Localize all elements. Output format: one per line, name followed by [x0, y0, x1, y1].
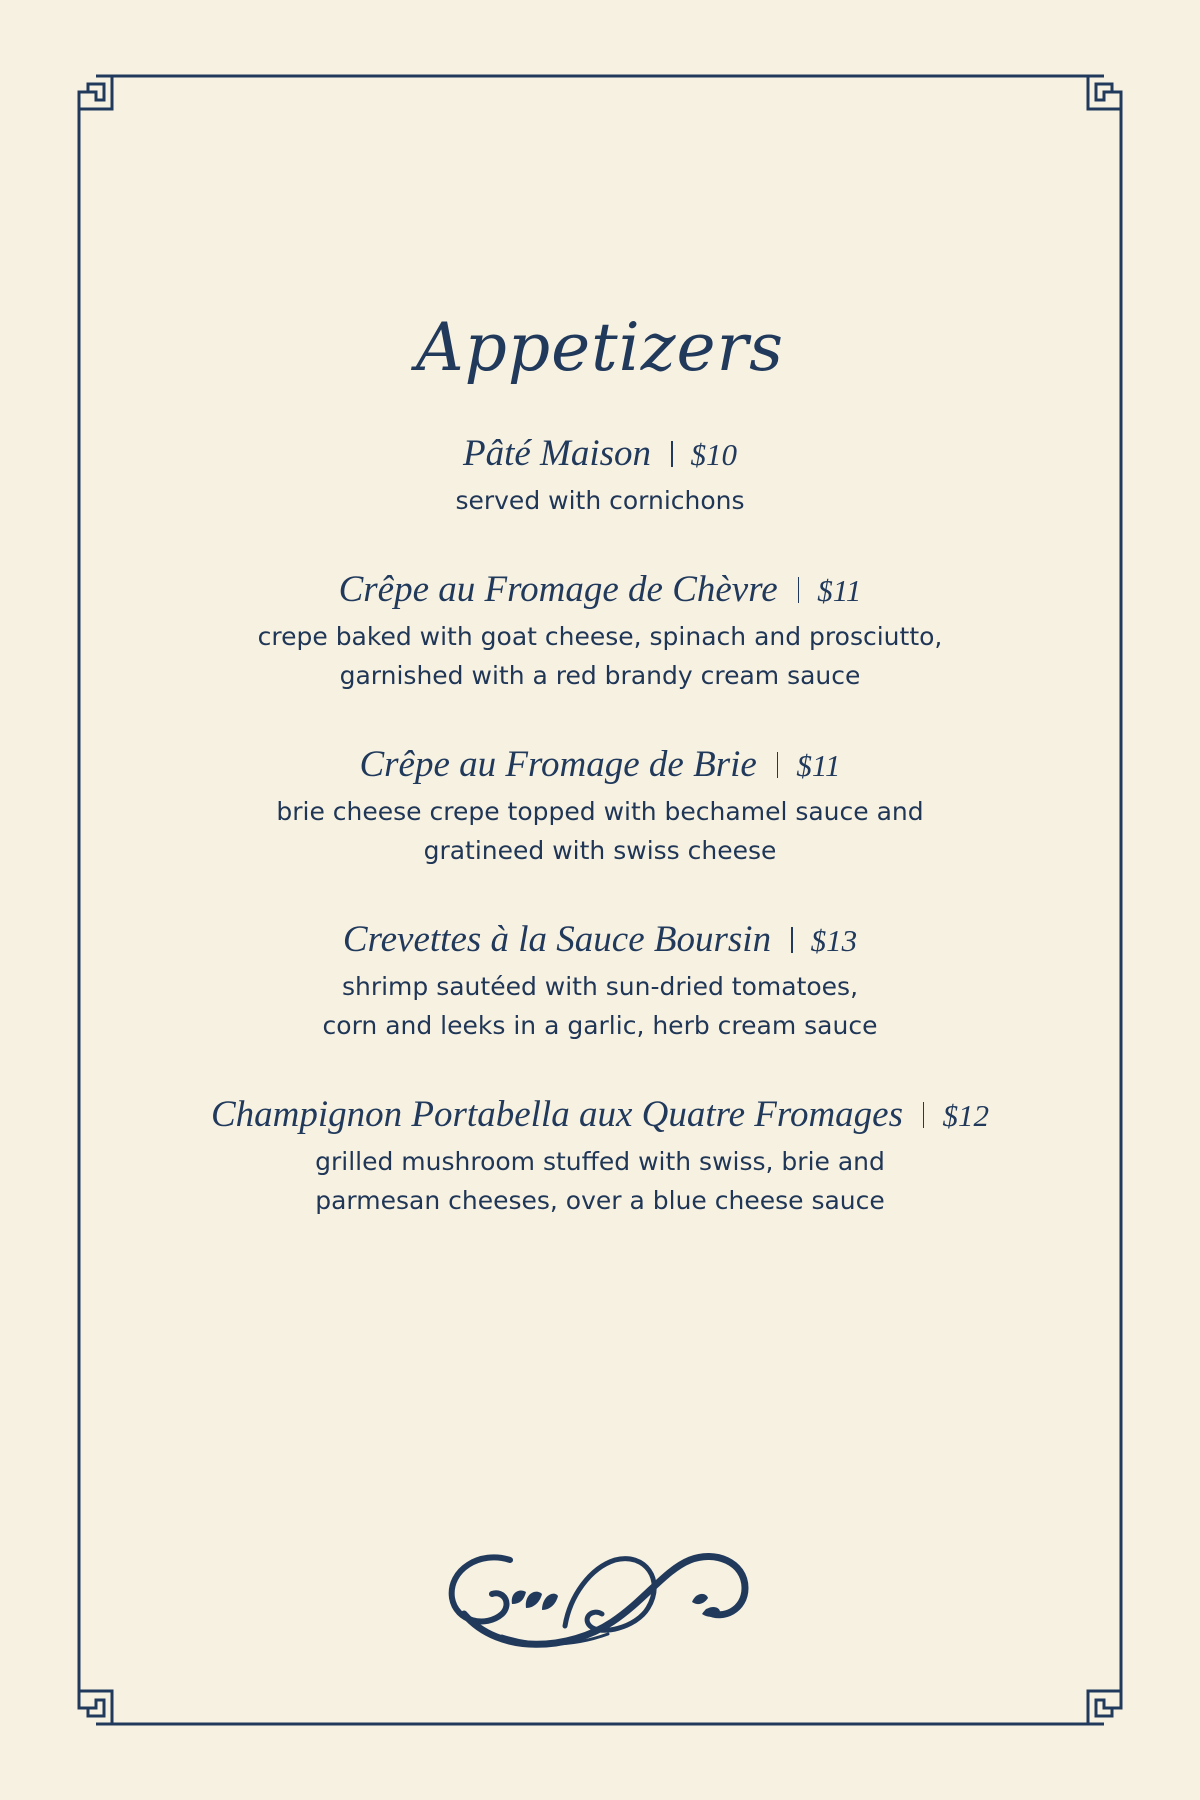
price-divider [671, 441, 673, 467]
menu-item-name: Pâté Maison [462, 433, 652, 474]
menu-item-description [0, 617, 1200, 695]
corner-ornament-bottom-left [79, 1691, 112, 1724]
description-line: crepe baked with goat cheese, spinach and prosciutto, [257, 622, 943, 651]
menu-item [0, 916, 1200, 1045]
menu-item-heading [0, 916, 1200, 965]
flourish-ornament-icon [440, 1530, 760, 1660]
menu-item [0, 566, 1200, 695]
appetizer-list [0, 430, 1200, 1266]
menu-item-heading [0, 430, 1200, 479]
price-divider [777, 752, 779, 778]
description-line: served with cornichons [455, 486, 745, 515]
corner-ornament-top-left [79, 76, 112, 109]
menu-item-name: Crevettes à la Sauce Boursin [342, 919, 772, 960]
description-line: garnished with a red brandy cream sauce [339, 661, 861, 690]
menu-section-title: Appetizers [415, 309, 785, 386]
menu-item-heading [0, 741, 1200, 790]
corner-ornament-bottom-right [1088, 1691, 1121, 1724]
menu-item-price: $11 [796, 748, 841, 783]
menu-item-description [0, 967, 1200, 1045]
menu-item-name: Crêpe au Fromage de Brie [359, 744, 757, 785]
price-divider [798, 577, 800, 603]
description-line: parmesan cheeses, over a blue cheese sauce [315, 1186, 885, 1215]
menu-item-heading [0, 1091, 1200, 1140]
menu-item [0, 741, 1200, 870]
menu-item-price: $11 [817, 573, 862, 608]
menu-item-price: $12 [942, 1098, 989, 1133]
menu-item-description [0, 792, 1200, 870]
price-divider [791, 927, 793, 953]
menu-item-price: $13 [810, 923, 858, 958]
menu-item [0, 430, 1200, 520]
menu-item-description [0, 1142, 1200, 1220]
menu-item-heading [0, 566, 1200, 615]
menu-item-price: $10 [690, 437, 738, 472]
menu-item-name: Champignon Portabella aux Quatre Fromages [211, 1094, 903, 1135]
description-line: brie cheese crepe topped with bechamel sauce and [276, 797, 924, 826]
menu-item-name: Crêpe au Fromage de Chèvre [338, 569, 778, 610]
menu-item-description [0, 481, 1200, 520]
price-divider [923, 1102, 925, 1128]
description-line: corn and leeks in a garlic, herb cream sauce [322, 1011, 878, 1040]
description-line: shrimp sautéed with sun-dried tomatoes, [341, 972, 859, 1001]
description-line: gratineed with swiss cheese [423, 836, 777, 865]
corner-ornament-top-right [1088, 76, 1121, 109]
description-line: grilled mushroom stuffed with swiss, brie and [315, 1147, 885, 1176]
menu-item [0, 1091, 1200, 1220]
